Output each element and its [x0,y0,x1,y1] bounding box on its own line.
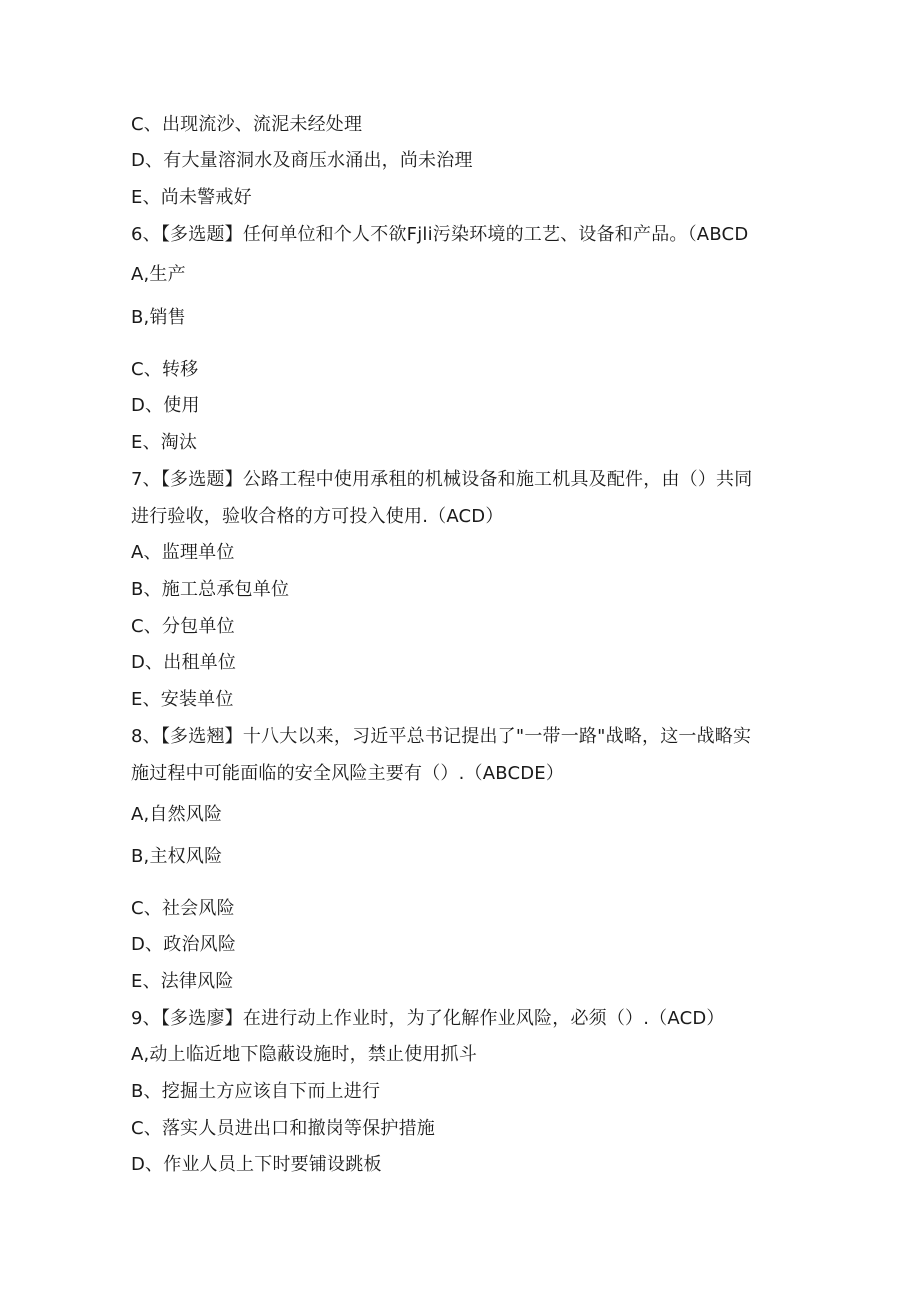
option-line: B、挖掘土方应该自下而上进行 [131,1081,381,1102]
question-line: 6、【多选题】任何单位和个人不欲Fjli污染环境的工艺、设备和产品。（ABCD [131,224,749,245]
option-line: B,主权风险 [131,846,223,867]
option-line: C、落实人员进出口和撤岗等保护措施 [131,1118,435,1139]
option-line: D、有大量溶洞水及商压水涌出，尚未治理 [131,150,473,171]
option-line: E、尚未警戒好 [131,187,252,208]
question-line: 9、【多选廖】在进行动上作业时，为了化解作业风险，必须（）.（ACD） [131,1008,725,1029]
option-line: D、出租单位 [131,652,237,673]
option-line: A,自然风险 [131,804,223,825]
question-line: 7、【多选题】公路工程中使用承租的机械设备和施工机具及配件，由（）共同 [131,469,753,490]
option-line: A、监理单位 [131,542,235,563]
option-line: B、施工总承包单位 [131,579,290,600]
option-line: C、分包单位 [131,616,235,637]
question-line: 施过程中可能面临的安全风险主要有（）.（ABCDE） [131,763,565,784]
question-line: 8、【多选翘】十八大以来，习近平总书记提出了"一带一路"战略，这一战略实 [131,726,752,747]
option-line: C、转移 [131,359,199,380]
question-line: 进行验收，验收合格的方可投入使用.（ACD） [131,506,504,527]
option-line: D、作业人员上下时要铺设跳板 [131,1154,382,1175]
option-line: C、出现流沙、流泥未经处理 [131,114,363,135]
option-line: E、淘汰 [131,432,198,453]
option-line: B,销售 [131,307,186,328]
option-line: E、法律风险 [131,971,234,992]
option-line: C、社会风险 [131,898,235,919]
option-line: D、政治风险 [131,934,237,955]
option-line: A,生产 [131,264,186,285]
option-line: A,动上临近地下隐蔽设施时，禁止使用抓斗 [131,1044,478,1065]
option-line: E、安装单位 [131,689,234,710]
option-line: D、使用 [131,395,200,416]
